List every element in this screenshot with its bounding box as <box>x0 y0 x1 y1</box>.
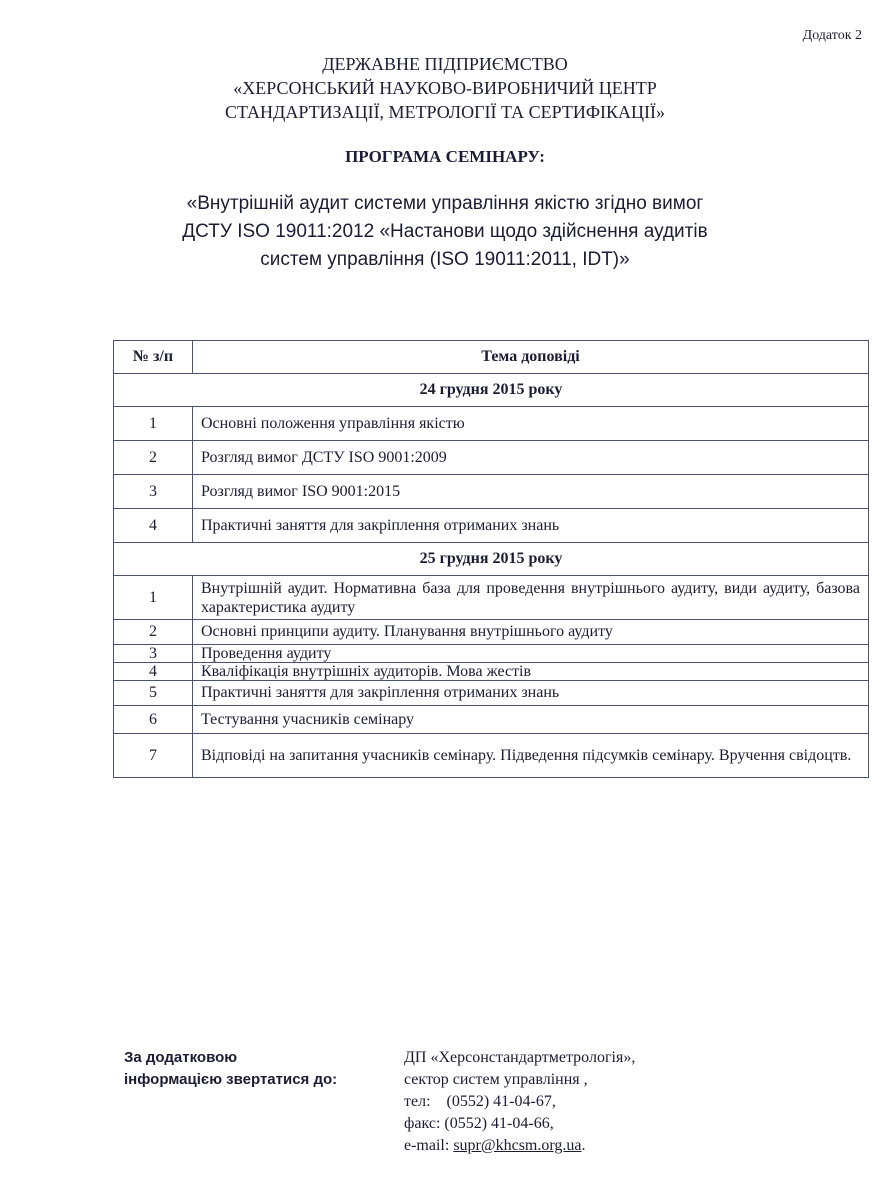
table-row <box>114 509 869 543</box>
seminar-title <box>0 190 890 274</box>
day-date: 25 грудня 2015 року <box>114 543 869 576</box>
table-row <box>114 441 869 475</box>
row-number: 1 <box>114 407 193 441</box>
table-header-row <box>114 341 869 374</box>
row-topic: Розгляд вимог ДСТУ ISO 9001:2009 <box>193 441 869 475</box>
row-topic: Розгляд вимог ISO 9001:2015 <box>193 475 869 509</box>
table-row <box>114 407 869 441</box>
row-topic: Тестування учасників семінару <box>193 706 869 734</box>
row-number: 4 <box>114 663 193 681</box>
table-row <box>114 576 869 620</box>
seminar-title-line-2: ДСТУ ISO 19011:2012 «Настанови щодо здійснення аудитів <box>182 221 708 242</box>
contact-info <box>404 1047 635 1157</box>
column-header-topic: Тема доповіді <box>193 341 869 374</box>
contact-department: сектор систем управління , <box>404 1071 588 1088</box>
contact-phone: тел: (0552) 41-04-67, <box>404 1093 556 1110</box>
row-number: 2 <box>114 620 193 645</box>
row-topic: Кваліфікація внутрішніх аудиторів. Мова жестів <box>193 663 869 681</box>
row-topic: Практичні заняття для закріплення отриманих знань <box>193 509 869 543</box>
seminar-title-line-3: систем управління (ISO 19011:2011, IDT)» <box>260 249 630 270</box>
appendix-label: Додаток 2 <box>802 28 862 43</box>
contact-email-prefix: e-mail: <box>404 1137 454 1154</box>
day-header-row <box>114 374 869 407</box>
contact-org-name: ДП «Херсонстандартметрологія», <box>404 1049 636 1066</box>
row-number: 6 <box>114 706 193 734</box>
table-row <box>114 475 869 509</box>
contact-email-suffix: . <box>581 1137 586 1154</box>
row-number: 5 <box>114 681 193 706</box>
row-number: 1 <box>114 576 193 620</box>
contact-label-line-1: За додатковою <box>124 1049 238 1066</box>
org-line-3: СТАНДАРТИЗАЦІЇ, МЕТРОЛОГІЇ ТА СЕРТИФІКАЦІЇ» <box>224 102 666 122</box>
column-header-number: № з/п <box>114 341 193 374</box>
table-row <box>114 620 869 645</box>
table-row <box>114 734 869 778</box>
day-date: 24 грудня 2015 року <box>114 374 869 407</box>
contact-fax: факс: (0552) 41-04-66, <box>404 1115 554 1132</box>
row-topic: Внутрішній аудит. Нормативна база для проведення внутрішнього аудиту, види аудиту, базова характеристика аудиту <box>193 576 869 620</box>
row-topic: Проведення аудиту <box>193 645 869 663</box>
org-line-1: ДЕРЖАВНЕ ПІДПРИЄМСТВО <box>322 54 568 74</box>
program-title: ПРОГРАМА СЕМІНАРУ: <box>345 147 545 166</box>
row-number: 3 <box>114 645 193 663</box>
row-number: 2 <box>114 441 193 475</box>
row-number: 4 <box>114 509 193 543</box>
row-number: 7 <box>114 734 193 778</box>
row-number: 3 <box>114 475 193 509</box>
org-line-2: «ХЕРСОНСЬКИЙ НАУКОВО-ВИРОБНИЧИЙ ЦЕНТР <box>233 78 657 98</box>
row-topic: Основні принципи аудиту. Планування внутрішнього аудиту <box>193 620 869 645</box>
seminar-title-line-1: «Внутрішній аудит системи управління якістю згідно вимог <box>186 193 704 214</box>
row-topic: Основні положення управління якістю <box>193 407 869 441</box>
contact-email-line <box>404 1135 635 1157</box>
contact-email-link[interactable]: supr@khcsm.org.ua <box>453 1137 582 1154</box>
organization-header <box>0 52 890 124</box>
contact-label <box>124 1047 337 1091</box>
day-header-row <box>114 543 869 576</box>
table-row <box>114 706 869 734</box>
row-topic: Практичні заняття для закріплення отриманих знань <box>193 681 869 706</box>
contact-label-line-2: інформацією звертатися до: <box>124 1071 338 1088</box>
table-row <box>114 681 869 706</box>
table-row <box>114 663 869 681</box>
table-row <box>114 645 869 663</box>
row-topic: Відповіді на запитання учасників семінару. Підведення підсумків семінару. Вручення свідоцтв. <box>193 734 869 778</box>
program-table <box>113 340 869 778</box>
